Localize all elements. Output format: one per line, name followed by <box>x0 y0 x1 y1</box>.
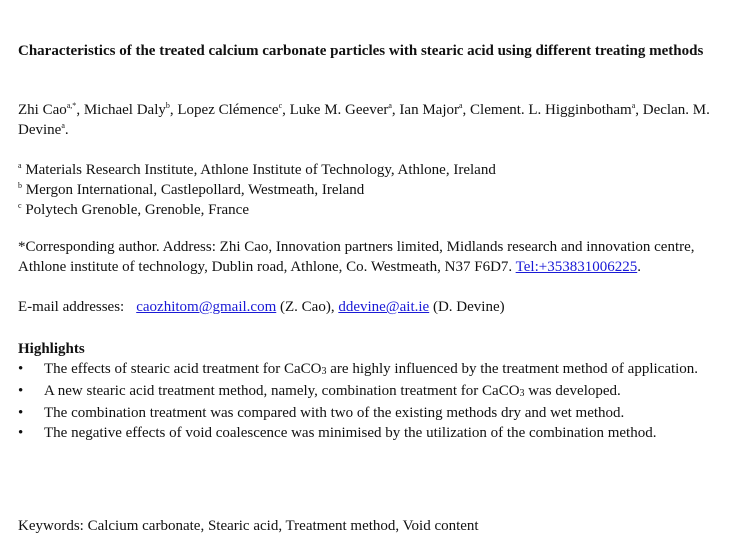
author: Declan. M. Devine$^a$. <box>18 102 710 138</box>
bullet-icon: • <box>18 361 24 377</box>
list-item: • The effects of stearic acid treatment for CaCO$_3$ are highly influenced by the treatment method of application. <box>18 361 699 377</box>
affiliation: $^a$ Materials Research Institute, Athlone Institute of Technology, Athlone, Ireland <box>18 161 496 178</box>
corresponding-author: *Corresponding author. Address: Zhi Cao, Innovation partners limited, Midlands research and innovation centre, Athlone institute of technology, Dublin road, Athlone, Co. Westmeath, N37 F6D7. Tel:+353831006225. <box>18 239 695 275</box>
bullet-icon: • <box>18 383 24 399</box>
list-item: • The combination treatment was compared with two of the existing methods dry and wet method. <box>18 405 625 421</box>
author: Lopez Clémence$^c$, <box>177 101 290 118</box>
email-link-cao[interactable]: caozhitom@gmail.com <box>136 299 277 315</box>
affiliation-list <box>18 160 721 220</box>
affiliation: $^b$ Mergon International, Castlepollard, Westmeath, Ireland <box>18 181 365 198</box>
paper-title: Characteristics of the treated calcium carbonate particles with stearic acid using different treating methods <box>18 43 704 59</box>
author: Ian Major$^a$, <box>399 101 471 118</box>
email-label: E-mail addresses: <box>18 299 125 315</box>
bullet-icon: • <box>18 425 24 441</box>
author: Luke M. Geever$^a$, <box>289 101 400 118</box>
author: Michael Daly$^b$, <box>83 101 178 118</box>
telephone-link[interactable]: Tel:+353831006225 <box>515 258 638 275</box>
highlights-section <box>18 339 721 443</box>
author: Clement. L. Higginbotham$^a$, <box>470 101 643 118</box>
author: Zhi Cao$^{a,*}$, <box>18 101 84 118</box>
email-link-devine[interactable]: ddevine@ait.ie <box>338 299 430 315</box>
list-item: • The negative effects of void coalescence was minimised by the utilization of the combination method. <box>18 425 657 441</box>
keywords: Keywords: Calcium carbonate, Stearic acid, Treatment method, Void content <box>18 518 479 534</box>
affiliation: $^c$ Polytech Grenoble, Grenoble, France <box>18 201 249 218</box>
author-list <box>18 100 721 140</box>
highlights-list <box>18 359 721 443</box>
email-addresses: E-mail addresses: caozhitom@gmail.com (Z. Cao), ddevine@ait.ie (D. Devine) <box>18 299 505 315</box>
highlights-heading: Highlights <box>18 341 85 357</box>
bullet-icon: • <box>18 405 24 421</box>
list-item: • A new stearic acid treatment method, namely, combination treatment for CaCO$_3$ was developed. <box>18 383 621 399</box>
